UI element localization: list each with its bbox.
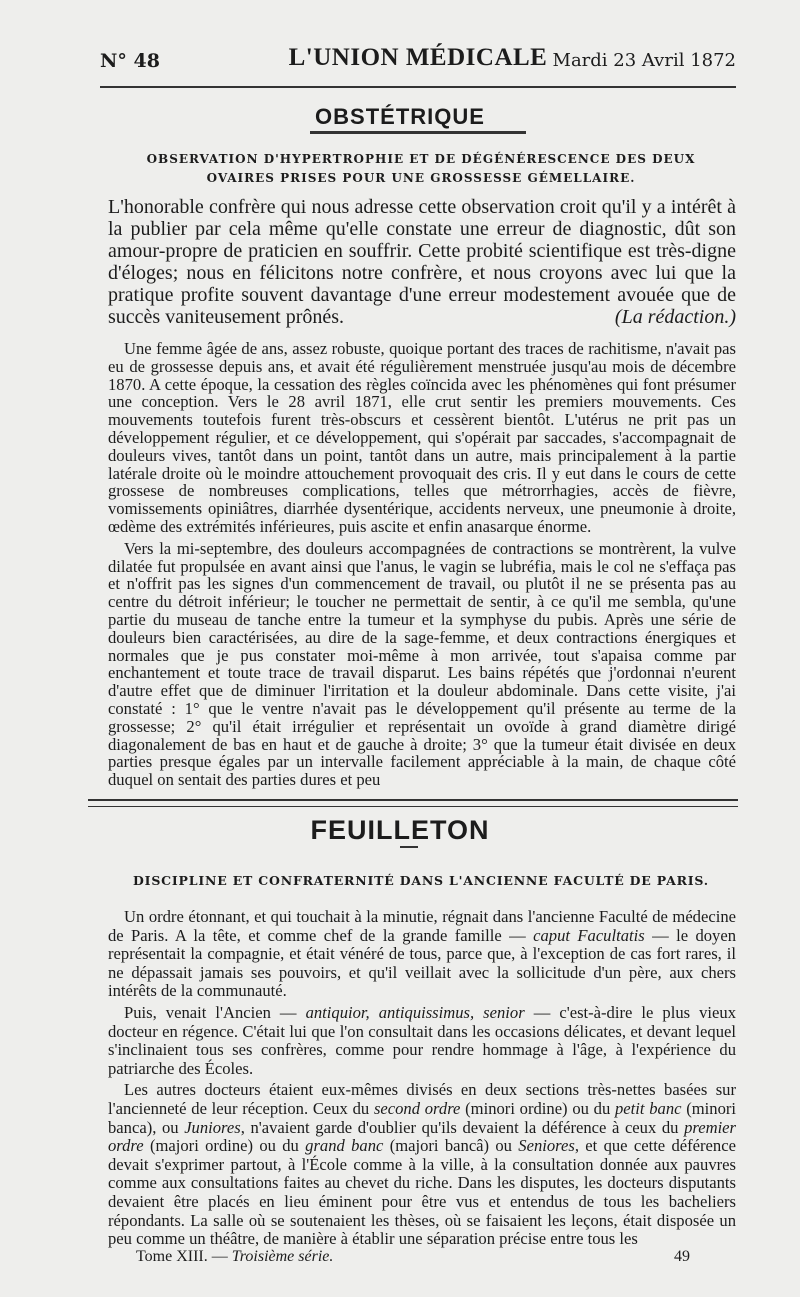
journal-title: L'UNION MÉDICALE <box>288 44 548 71</box>
page-number: 49 <box>674 1248 690 1265</box>
article-paragraph-2: Vers la mi-septembre, des douleurs accompagnées de contractions se montrèrent, la vulve dilatée fut propulsée en avant ainsi que l'anus, le vagin se lubréfia, mais le col ne s'effaça pas et n'offrit pas les signes d'un commencement de travail, ou plutôt il ne se présenta pas au centre du détroit inférieur; le toucher ne permettait de sentir, à ce qu'il me sembla, qu'une partie du museau de tanche entre la tumeur et la symphyse du pubis. Après une série de douleurs bien caractérisées, au dire de la sage-femme, et deux contractions énergiques et normales que je pus constater moi-même à mon arrivée, tout s'apaisa comme par enchantement et toute trace de travail disparut. Les bains répétés que j'ordonnai n'eurent d'autre effet que de diminuer l'irritation et la douleur abdominale. Dans cette visite, j'ai constaté : 1° que le ventre n'avait pas le développement qu'il présente au terme de la grossesse; 2° qu'il était irrégulier et représentait un ovoïde à grand diamètre dirigé diagonalement de bas en haut et de gauche à droite; 3° que la tumeur était divisée en deux parties presque égales par un intervalle facilement appréciable à la main, de chaque côté duquel on sentait des parties dures et peu <box>108 538 736 790</box>
text-run: — c'est-à-dire le plus vieux docteur en régence. C'était lui que l'on consultait dans les occasions délicates, et devant lequel s'inclinaient tous ses confrères, comme pour rendre hommage à l'âge, à l'expérience du patriarche des Écoles. <box>108 1002 736 1078</box>
editor-note <box>108 196 736 328</box>
feuilleton-subheading: DISCIPLINE ET CONFRATERNITÉ DANS L'ANCIENNE FACULTÉ DE PARIS. <box>133 873 709 888</box>
page-header <box>100 42 736 82</box>
editor-signature: (La rédaction.) <box>614 306 736 328</box>
feuilleton-paragraph-2 <box>108 1004 736 1078</box>
article-subheading: OBSERVATION D'HYPERTROPHIE ET DE DÉGÉNÉRESCENCE DES DEUX OVAIRES PRISES POUR UNE GROSSESSE GÉMELLAIRE. <box>146 152 696 185</box>
italic-run: grand banc <box>305 1136 384 1156</box>
issue-date: Mardi 23 Avril 1872 <box>552 50 736 71</box>
issue-number: N° 48 <box>100 50 160 72</box>
italic-run: premier ordre <box>108 1117 736 1156</box>
article-paragraph-1: Une femme âgée de ans, assez robuste, quoique portant des traces de rachitisme, n'avait pas eu de grossesse depuis ans, et avait été régulièrement menstruée jusqu'au mois de décembre 1870. A cette époque, la cessation des règles coïncida avec les phénomènes qui font présumer une conception. Vers le 28 avril 1871, elle crut sentir les premiers mouvements. Ces mouvements toutefois furent très-obscurs et cessèrent bientôt. L'utérus ne prit pas un développement régulier, et ce développement, qui s'opérait par saccades, s'accompagnait de douleurs vives, tantôt dans un point, tantôt dans un autre, mais principalement à la partie latérale droite où le moindre attouchement provoquait des cris. Il y eut dans le cours de cette grossese de nombreuses complications, telles que métrorrhagies, accès de fièvre, vomissements opiniâtres, diarrhée dysentérique, accidents nerveux, une pneumonie à droite, œdème des extrémités inférieures, puis ascite et enfin anasarque énorme. <box>108 339 736 536</box>
text-run: Puis, venait l'Ancien — <box>124 1002 297 1022</box>
text-run: — le doyen représentait la compagnie, et était vénéré de tous, parce que, à l'exception de cas fort rares, il ne dépassait jamais ses pouvoirs, et qu'il veillait avec la sollicitude d'un père, aux chers intérêts de la communauté. <box>108 925 737 1001</box>
italic-run: caput Facultatis <box>533 925 645 945</box>
article-body <box>108 340 736 793</box>
text-run: (minori ordine) ou du <box>465 1098 611 1118</box>
text-run: , et que cette déférence devait s'exprimer partout, à l'École comme à la ville, à la consultation donnée aux pauvres comme aux consultations faites au chevet du riche. Dans les disputes, les docteurs disputants devaient être placés en lieu éminent pour être vus et entendus de tous les bacheliers répondants. La salle où se soutenaient les thèses, où se faisaient les leçons, était disposée un peu comme un théâtre, de manière à établir une séparation précise entre tous les <box>108 1136 736 1249</box>
text-run: (minori banca), ou <box>108 1098 737 1137</box>
section-title: OBSTÉTRIQUE <box>315 104 485 129</box>
feuilleton-title: FEUILLETON <box>310 815 490 845</box>
feuilleton-paragraph-3 <box>108 1081 736 1248</box>
text-run: Un ordre étonnant, et qui touchait à la minutie, régnait dans l'ancienne Faculté de médecine de Paris. A la tête, et comme chef de la grande famille — <box>108 907 736 945</box>
editor-note-text: L'honorable confrère qui nous adresse cette observation croit qu'il y a intérêt à la publier par cela même qu'elle constate une erreur de diagnostic, dût son amour-propre de praticien en souffrir. Cette probité scientifique est très-digne d'éloges; nous en félicitons notre confrère, et nous croyons avec lui que la pratique profite souvent davantage d'une erreur modestement avouée que de succès vaniteusement prônés. <box>108 196 736 328</box>
text-run: , n'avaient garde d'oublier qu'ils devaient la déférence à ceux du <box>240 1117 679 1137</box>
text-run: Les autres docteurs étaient eux-mêmes divisés en deux sections très-nettes basées sur l'ancienneté de leur réception. Ceux du <box>108 1080 736 1118</box>
section-title-rule <box>310 131 526 134</box>
italic-run: antiquior, antiquissimus, senior <box>305 1002 525 1022</box>
italic-run: Juniores <box>184 1117 241 1137</box>
feuilleton-paragraph-1 <box>108 908 736 1001</box>
italic-run: petit banc <box>615 1098 682 1118</box>
tome-label: Tome XIII. — <box>136 1248 228 1265</box>
italic-run: Seniores <box>518 1136 575 1156</box>
feuilleton-body <box>108 908 736 1252</box>
feuilleton-divider <box>88 799 738 807</box>
italic-run: second ordre <box>373 1098 461 1118</box>
header-rule <box>100 86 736 88</box>
text-run: (majori bancâ) ou <box>389 1136 512 1156</box>
series-label: Troisième série. <box>231 1248 334 1265</box>
volume-info <box>136 1248 333 1266</box>
feuilleton-dash <box>400 846 418 848</box>
text-run: (majori ordine) ou du <box>149 1136 299 1156</box>
